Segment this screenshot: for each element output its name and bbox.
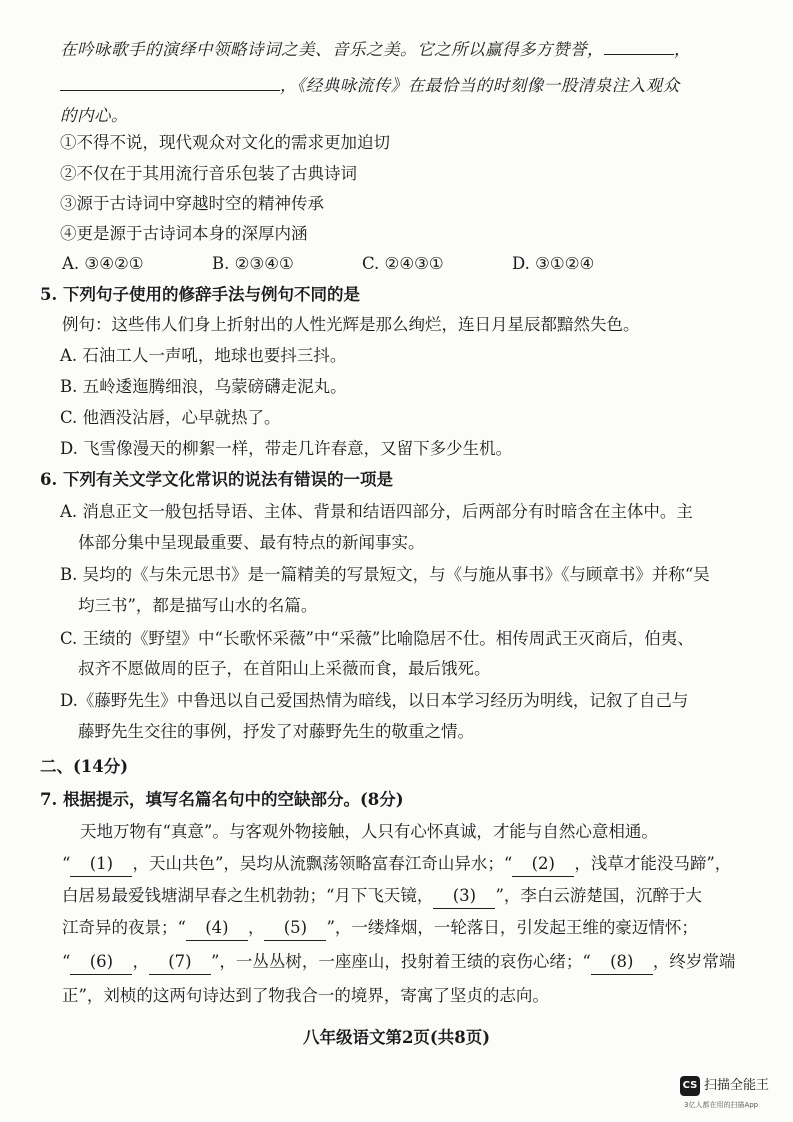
text: ”，一缕烽烟，一轮落日，引发起王维的豪迈情怀； — [326, 918, 698, 937]
blank-3[interactable]: (3) — [433, 884, 495, 909]
passage-line-2 — [60, 72, 793, 98]
scanner-watermark — [680, 1074, 784, 1114]
q7-line-5: “ (6) ， (7) ”，一丛丛树，一座座山，投射着王绩的哀伤心绪；“ (8) ，终岁常端 — [62, 950, 793, 975]
watermark-name: 扫描全能王 — [704, 1078, 770, 1093]
blank-7[interactable]: (7) — [149, 950, 211, 975]
text: 江奇异的夜景；“ — [62, 918, 186, 937]
option-c[interactable]: C. ②④③① — [362, 254, 444, 273]
blank-5[interactable]: (5) — [264, 916, 326, 941]
q5-option-a[interactable]: A. 石油工人一声吼，地球也要抖三抖。 — [60, 346, 347, 365]
q5-option-b[interactable]: B. 五岭逶迤腾细浪，乌蒙磅礴走泥丸。 — [60, 377, 347, 396]
q5-option-c[interactable]: C. 他酒没沾唇，心早就热了。 — [60, 408, 281, 427]
text: 在吟咏歌手的演绎中领略诗词之美、音乐之美。它之所以赢得多方赞誉， — [60, 40, 604, 59]
answer-blank[interactable] — [604, 36, 674, 55]
q7-line-2: “ (1) ，天山共色”，吴均从流飘荡领略富春江奇山异水；“ (2) ，浅草才能没马蹄”， — [62, 852, 793, 877]
q7-line-6: 正”，刘桢的这两句诗达到了物我合一的境界，寄寓了坚贞的志向。 — [62, 986, 549, 1005]
q6-option-b-cont: 均三书”，都是描写山水的名篇。 — [78, 596, 318, 615]
sort-item-4: ④更是源于古诗词本身的深厚内涵 — [60, 224, 308, 243]
passage-line-3: 的内心。 — [60, 106, 128, 125]
passage-line-1 — [60, 36, 793, 62]
sort-item-1: ①不得不说，现代观众对文化的需求更加迫切 — [60, 133, 390, 152]
page-footer: 八年级语文第2页(共8页) — [302, 1028, 491, 1047]
q5-example: 例句：这些伟人们身上折射出的人性光辉是那么绚烂，连日月星辰都黯然失色。 — [62, 315, 640, 334]
q6-option-d[interactable]: D.《藤野先生》中鲁迅以自己爱国热情为暗线，以日本学习经历为明线，记叙了自己与 — [60, 691, 689, 710]
blank-2[interactable]: (2) — [512, 852, 574, 877]
option-b[interactable]: B. ②③④① — [212, 254, 294, 273]
sort-item-2: ②不仅在于其用流行音乐包装了古典诗词 — [60, 164, 357, 183]
q7-line-3 — [62, 884, 793, 909]
q6-stem: 6. 下列有关文学文化常识的说法有错误的一项是 — [40, 470, 393, 489]
q7-line-1: 天地万物有“真意”。与客观外物接触，人只有心怀真诚，才能与自然心意相通。 — [80, 822, 658, 841]
option-d[interactable]: D. ③①②④ — [512, 254, 595, 273]
q5-stem: 5. 下列句子使用的修辞手法与例句不同的是 — [40, 285, 360, 304]
blank-4[interactable]: (4) — [186, 916, 248, 941]
q7-stem: 7. 根据提示，填写名篇名句中的空缺部分。(8分) — [40, 790, 404, 809]
q6-option-d-cont: 藤野先生交往的事例，抒发了对藤野先生的敬重之情。 — [78, 722, 474, 741]
text: ”，一丛丛树，一座座山，投射着王绩的哀伤心绪；“ — [210, 952, 591, 971]
watermark-subtitle: 3亿人都在用的扫描App — [684, 1101, 759, 1109]
blank-8[interactable]: (8) — [591, 950, 653, 975]
section-2-heading: 二、(14分) — [40, 757, 129, 776]
q6-option-c[interactable]: C. 王绩的《野望》中“长歌怀采薇”中“采薇”比喻隐居不仕。相传周武王灭商后，伯夷、 — [60, 629, 694, 648]
sort-item-3: ③源于古诗词中穿越时空的精神传承 — [60, 194, 324, 213]
camscanner-logo-icon: CS — [680, 1076, 700, 1096]
text: ，《经典咏流传》在最恰当的时刻像一股清泉注入观众 — [280, 76, 680, 95]
q6-option-a-cont: 体部分集中呈现最重要、最有特点的新闻事实。 — [78, 533, 425, 552]
text: ，终岁常端 — [652, 952, 736, 971]
text: ， — [674, 40, 691, 59]
q7-line-4: 江奇异的夜景；“ (4) ， (5) ”，一缕烽烟，一轮落日，引发起王维的豪迈情怀； — [62, 916, 793, 941]
text: ，天山共色”，吴均从流飘荡领略富春江奇山异水；“ — [132, 854, 513, 873]
q4-options — [62, 252, 753, 276]
text: ”，李白云游楚国，沉醉于大 — [495, 886, 702, 905]
q6-option-c-cont: 叔齐不愿做周的臣子，在首阳山上采薇而食，最后饿死。 — [78, 659, 491, 678]
blank-6[interactable]: (6) — [70, 950, 132, 975]
blank-1[interactable]: (1) — [70, 852, 132, 877]
q5-option-d[interactable]: D. 飞雪像漫天的柳絮一样，带走几许春意，又留下多少生机。 — [60, 439, 513, 458]
q6-option-a[interactable]: A. 消息正文一般包括导语、主体、背景和结语四部分，后两部分有时暗含在主体中。主 — [60, 502, 693, 521]
answer-blank[interactable] — [60, 72, 280, 91]
q6-option-b[interactable]: B. 吴均的《与朱元思书》是一篇精美的写景短文，与《与施从事书》《与顾章书》并称“吴 — [60, 565, 710, 584]
option-a[interactable]: A. ③④②① — [62, 254, 144, 273]
text: ，浅草才能没马蹄”， — [574, 854, 732, 873]
text: 白居易最爱钱塘湖早春之生机勃勃；“月下飞天镜， — [62, 886, 434, 905]
